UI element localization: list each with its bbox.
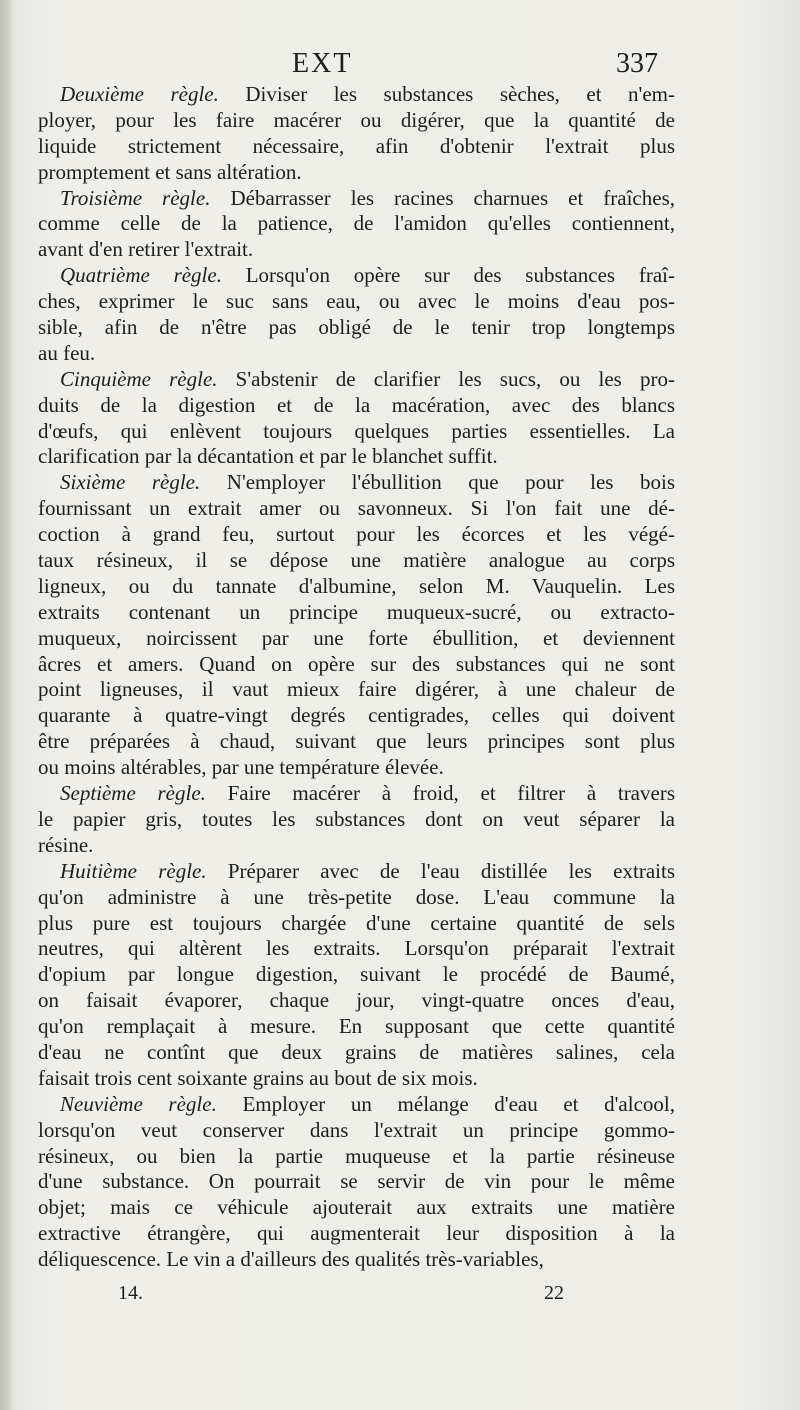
text-line	[38, 833, 675, 859]
text-line	[38, 211, 675, 237]
line-text: coction à grand feu, surtout pour les écorces et les végé-	[38, 522, 675, 547]
line-text: on faisait évaporer, chaque jour, vingt-quatre onces d'eau,	[38, 988, 675, 1013]
text-line	[38, 444, 675, 470]
running-head-title: EXT	[292, 48, 353, 79]
text-line	[38, 885, 675, 911]
line-text: résineux, ou bien la partie muqueuse et la partie résineuse	[38, 1143, 675, 1168]
text-line	[38, 911, 675, 937]
text-line	[38, 859, 675, 885]
line-text: ou moins altérables, par une température élevée.	[38, 755, 444, 780]
line-text: qu'on remplaçait à mesure. En supposant que cette quantité	[38, 1014, 675, 1039]
text-line	[38, 1118, 675, 1144]
text-line	[38, 263, 675, 289]
rule-title: Troisième règle.	[60, 185, 211, 210]
text-line	[38, 134, 675, 160]
line-text: d'œufs, qui enlèvent toujours quelques parties essentielles. La	[38, 418, 675, 443]
line-text: quarante à quatre-vingt degrés centigrades, celles qui doivent	[38, 703, 675, 728]
text-line	[38, 289, 675, 315]
line-text: déliquescence. Le vin a d'ailleurs des qualités très-variables,	[38, 1247, 544, 1272]
line-text: duits de la digestion et de la macération, avec des blancs	[38, 392, 675, 417]
rule-paragraph	[38, 1092, 675, 1273]
line-text: résine.	[38, 832, 94, 857]
line-text: Préparer avec de l'eau distillée les extraits	[206, 858, 675, 883]
rule-title: Huitième règle.	[60, 858, 207, 883]
line-text: S'abstenir de clarifier les sucs, ou les pro-	[217, 366, 675, 391]
text-line	[38, 600, 675, 626]
rule-title: Sixième règle.	[60, 470, 201, 495]
text-line	[38, 315, 675, 341]
line-text: ligneux, ou du tannate d'albumine, selon M. Vauquelin. Les	[38, 573, 675, 598]
text-line	[38, 703, 675, 729]
text-line	[38, 1247, 675, 1273]
text-line	[38, 626, 675, 652]
line-text: objet; mais ce véhicule ajouterait aux extraits une matière	[38, 1195, 675, 1220]
line-text: extractive étrangère, qui augmenterait leur disposition à la	[38, 1221, 675, 1246]
body-text	[38, 82, 675, 1273]
text-line	[38, 393, 675, 419]
line-text: Diviser les substances sèches, et n'em-	[218, 82, 675, 106]
line-text: muqueux, noircissent par une forte ébullition, et deviennent	[38, 625, 675, 650]
line-text: Débarrasser les racines charnues et fraîches,	[210, 185, 675, 210]
rule-title: Quatrième règle.	[60, 263, 222, 288]
line-text: Employer un mélange d'eau et d'alcool,	[216, 1091, 675, 1116]
rule-paragraph	[38, 186, 675, 264]
text-line	[38, 522, 675, 548]
line-text: ployer, pour les faire macérer ou digérer, que la quantité de	[38, 107, 675, 132]
line-text: d'une substance. On pourrait se servir de vin pour le même	[38, 1169, 675, 1194]
line-text: extraits contenant un principe muqueux-sucré, ou extracto-	[38, 599, 675, 624]
text-line	[38, 108, 675, 134]
line-text: promptement et sans altération.	[38, 159, 302, 184]
page-footer	[0, 1282, 800, 1312]
gutter-shadow	[0, 0, 14, 1410]
text-line	[38, 1092, 675, 1118]
signature-mark: 14.	[118, 1282, 143, 1304]
text-line	[38, 729, 675, 755]
line-text: qu'on administre à une très-petite dose. L'eau commune la	[38, 884, 675, 909]
line-text: point ligneuses, il vaut mieux faire digérer, à une chaleur de	[38, 677, 675, 702]
rule-title: Deuxième règle.	[60, 82, 219, 106]
text-line	[38, 1014, 675, 1040]
line-text: au feu.	[38, 340, 96, 365]
text-line	[38, 237, 675, 263]
rule-title: Neuvième règle.	[60, 1091, 217, 1116]
text-line	[38, 781, 675, 807]
text-line	[38, 367, 675, 393]
line-text: N'employer l'ébullition que pour les bois	[200, 470, 676, 495]
text-line	[38, 419, 675, 445]
rule-paragraph	[38, 367, 675, 471]
line-text: comme celle de la patience, de l'amidon qu'elles contiennent,	[38, 211, 675, 236]
text-line	[38, 82, 675, 108]
line-text: Lorsqu'on opère sur des substances fraî-	[221, 263, 675, 288]
text-line	[38, 470, 675, 496]
text-line	[38, 936, 675, 962]
rule-paragraph	[38, 263, 675, 367]
line-text: faisait trois cent soixante grains au bout de six mois.	[38, 1065, 478, 1090]
text-line	[38, 988, 675, 1014]
text-line	[38, 574, 675, 600]
line-text: d'opium par longue digestion, suivant le procédé de Baumé,	[38, 962, 675, 987]
rule-title: Septième règle.	[60, 781, 206, 806]
text-line	[38, 1144, 675, 1170]
text-line	[38, 755, 675, 781]
rule-paragraph	[38, 781, 675, 859]
text-line	[38, 962, 675, 988]
line-text: sible, afin de n'être pas obligé de le tenir trop longtemps	[38, 315, 675, 340]
rule-paragraph	[38, 82, 675, 186]
text-line	[38, 548, 675, 574]
text-line	[38, 807, 675, 833]
line-text: taux résineux, il se dépose une matière analogue au corps	[38, 548, 675, 573]
line-text: âcres et amers. Quand on opère sur des substances qui ne sont	[38, 651, 675, 676]
line-text: être préparées à chaud, suivant que leurs principes sont plus	[38, 729, 675, 754]
text-line	[38, 186, 675, 212]
text-line	[38, 1040, 675, 1066]
text-line	[38, 496, 675, 522]
page-number: 337	[616, 48, 658, 79]
text-line	[38, 1195, 675, 1221]
rule-paragraph	[38, 470, 675, 781]
line-text: lorsqu'on veut conserver dans l'extrait un principe gommo-	[38, 1117, 675, 1142]
text-line	[38, 1169, 675, 1195]
text-line	[38, 652, 675, 678]
line-text: fournissant un extrait amer ou savonneux. Si l'on fait une dé-	[38, 496, 675, 521]
line-text: liquide strictement nécessaire, afin d'obtenir l'extrait plus	[38, 133, 675, 158]
line-text: neutres, qui altèrent les extraits. Lorsqu'on préparait l'extrait	[38, 936, 675, 961]
rule-paragraph	[38, 859, 675, 1092]
rule-title: Cinquième règle.	[60, 366, 218, 391]
line-text: plus pure est toujours chargée d'une certaine quantité de sels	[38, 910, 675, 935]
text-line	[38, 1066, 675, 1092]
line-text: avant d'en retirer l'extrait.	[38, 237, 254, 262]
line-text: clarification par la décantation et par le blanchet suffit.	[38, 444, 498, 469]
text-line	[38, 160, 675, 186]
text-line	[38, 1221, 675, 1247]
sheet-number: 22	[544, 1282, 564, 1304]
text-line	[38, 341, 675, 367]
line-text: le papier gris, toutes les substances dont on veut séparer la	[38, 806, 675, 831]
line-text: Faire macérer à froid, et filtrer à travers	[205, 781, 675, 806]
line-text: ches, exprimer le suc sans eau, ou avec le moins d'eau pos-	[38, 289, 675, 314]
line-text: d'eau ne contînt que deux grains de matières salines, cela	[38, 1039, 675, 1064]
text-line	[38, 677, 675, 703]
